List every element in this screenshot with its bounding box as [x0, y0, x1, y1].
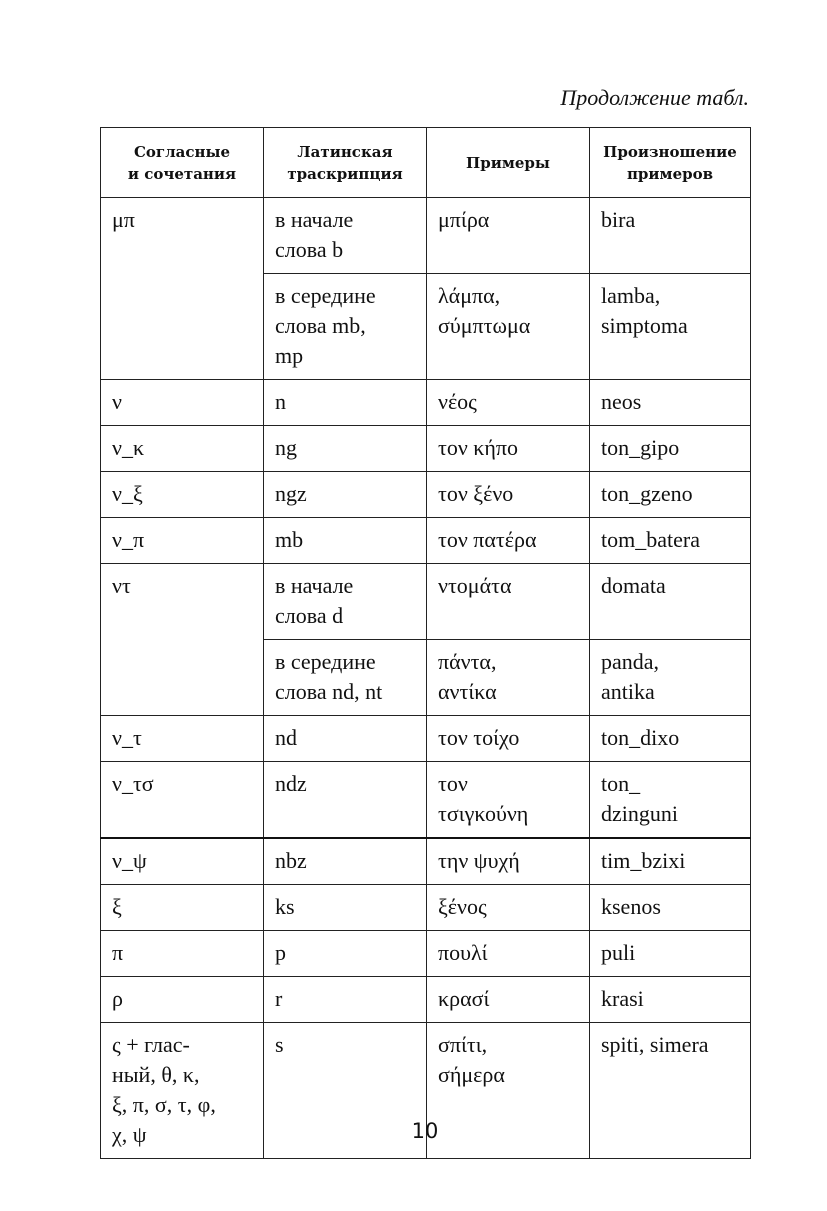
consonant-cell: ν_τ [101, 716, 264, 762]
example-cell: πουλί [427, 931, 590, 977]
example-cell: πάντα, αντίκα [427, 640, 590, 716]
table-row [101, 838, 751, 885]
latin-cell: nbz [264, 838, 427, 885]
example-cell: κρασί [427, 977, 590, 1023]
example-cell: νέος [427, 380, 590, 426]
example-cell: την ψυχή [427, 838, 590, 885]
table-header-row [101, 128, 751, 198]
pronunciation-cell: ksenos [590, 885, 751, 931]
example-cell: τον πατέρα [427, 518, 590, 564]
latin-cell: p [264, 931, 427, 977]
example-cell: τον τσιγκούνη [427, 762, 590, 839]
latin-cell: ndz [264, 762, 427, 839]
consonant-cell: ν_ψ [101, 838, 264, 885]
table-row [101, 977, 751, 1023]
latin-cell: в начале слова b [264, 198, 427, 274]
consonant-cell: ν_ξ [101, 472, 264, 518]
table-row [101, 198, 751, 274]
table-row [101, 762, 751, 839]
latin-cell: ng [264, 426, 427, 472]
latin-cell: в начале слова d [264, 564, 427, 640]
consonant-cell: ντ [101, 564, 264, 716]
pronunciation-cell: tim_bzixi [590, 838, 751, 885]
header-consonants: Согласные и сочетания [101, 128, 264, 198]
header-examples: Примеры [427, 128, 590, 198]
table-row [101, 931, 751, 977]
pronunciation-cell: neos [590, 380, 751, 426]
consonant-cell: ν [101, 380, 264, 426]
consonant-cell: ξ [101, 885, 264, 931]
table-row [101, 716, 751, 762]
latin-cell: nd [264, 716, 427, 762]
latin-cell: ngz [264, 472, 427, 518]
consonant-cell: ν_τσ [101, 762, 264, 839]
consonant-cell: ν_κ [101, 426, 264, 472]
example-cell: μπίρα [427, 198, 590, 274]
consonant-cell: μπ [101, 198, 264, 380]
table-row [101, 518, 751, 564]
pronunciation-cell: ton_gipo [590, 426, 751, 472]
pronunciation-cell: panda, antika [590, 640, 751, 716]
consonant-table [100, 127, 751, 1159]
pronunciation-cell: ton_ dzinguni [590, 762, 751, 839]
pronunciation-cell: tom_batera [590, 518, 751, 564]
latin-cell: mb [264, 518, 427, 564]
page-number: 10 [411, 1119, 439, 1143]
pronunciation-cell: puli [590, 931, 751, 977]
example-cell: τον κήπο [427, 426, 590, 472]
consonant-cell: ν_π [101, 518, 264, 564]
header-pronunciation: Произношение примеров [590, 128, 751, 198]
example-cell: ντομάτα [427, 564, 590, 640]
pronunciation-cell: lamba, simptoma [590, 274, 751, 380]
example-cell: σπίτι, σήμερα [427, 1023, 590, 1159]
pronunciation-cell: domata [590, 564, 751, 640]
latin-cell: ks [264, 885, 427, 931]
example-cell: τον ξένο [427, 472, 590, 518]
consonant-cell: π [101, 931, 264, 977]
pronunciation-cell: ton_gzeno [590, 472, 751, 518]
latin-cell: s [264, 1023, 427, 1159]
latin-cell: r [264, 977, 427, 1023]
example-cell: τον τοίχο [427, 716, 590, 762]
pronunciation-cell: ton_dixo [590, 716, 751, 762]
header-latin-transcription: Латинская траскрипция [264, 128, 427, 198]
consonant-cell: ς + глас- ный, θ, κ, ξ, π, σ, τ, φ, χ, ψ [101, 1023, 264, 1159]
example-cell: λάμπα, σύμπτωμα [427, 274, 590, 380]
latin-cell: в середине слова nd, nt [264, 640, 427, 716]
example-cell: ξένος [427, 885, 590, 931]
pronunciation-cell: krasi [590, 977, 751, 1023]
table-row [101, 885, 751, 931]
pronunciation-cell: spiti, simera [590, 1023, 751, 1159]
latin-cell: n [264, 380, 427, 426]
table-row [101, 380, 751, 426]
table-row [101, 472, 751, 518]
table-row [101, 564, 751, 640]
table-continuation-caption: Продолжение табл. [560, 85, 749, 110]
table-row [101, 426, 751, 472]
pronunciation-cell: bira [590, 198, 751, 274]
consonant-cell: ρ [101, 977, 264, 1023]
latin-cell: в середине слова mb, mp [264, 274, 427, 380]
